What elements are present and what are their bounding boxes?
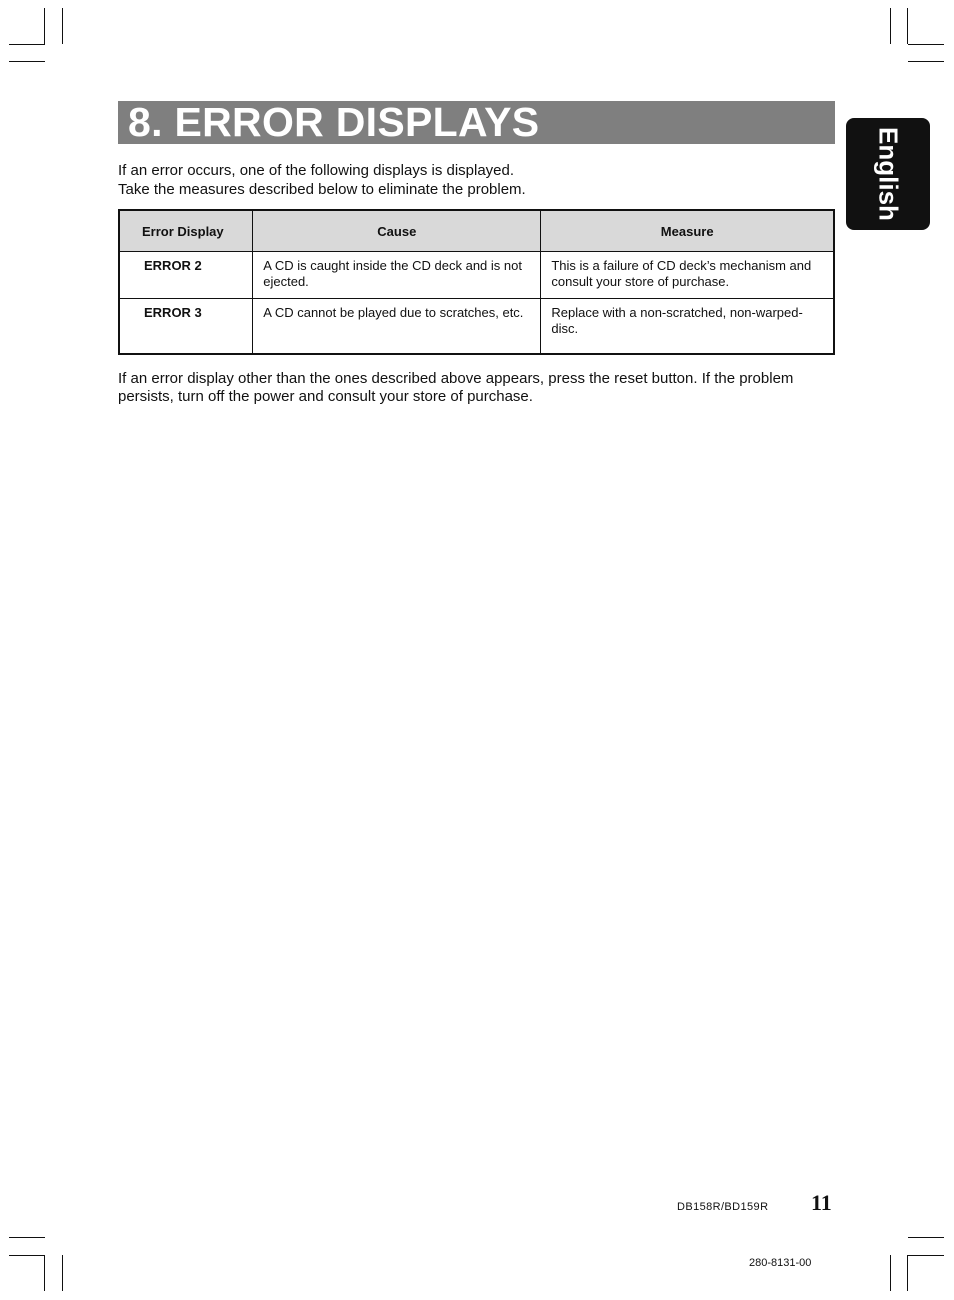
table-header-row	[119, 210, 834, 252]
crop-mark	[907, 1255, 908, 1291]
document-number: 280-8131-00	[749, 1257, 812, 1269]
error-cause: A CD cannot be played due to scratches, etc.	[253, 299, 541, 355]
outro-text: If an error display other than the ones described above appears, press the reset button. If the problem persists, turn off the power and consult your store of purchase.	[118, 370, 794, 405]
table-row	[119, 299, 834, 355]
crop-mark	[44, 1255, 45, 1291]
crop-mark	[9, 61, 45, 62]
table-row	[119, 252, 834, 299]
intro-line: If an error occurs, one of the following displays is displayed.	[118, 162, 515, 179]
crop-mark	[908, 44, 944, 45]
crop-mark	[9, 1237, 45, 1238]
error-cause: A CD is caught inside the CD deck and is not ejected.	[253, 252, 541, 299]
crop-mark	[908, 61, 944, 62]
crop-mark	[907, 8, 908, 44]
section-title-bar	[118, 101, 835, 144]
intro-line: Take the measures described below to eliminate the problem.	[118, 181, 526, 198]
section-title: 8. ERROR DISPLAYS	[128, 99, 540, 145]
error-code: ERROR 3	[119, 299, 253, 355]
crop-mark	[908, 1237, 944, 1238]
header-error-display: Error Display	[119, 210, 253, 252]
crop-mark	[44, 8, 45, 44]
header-cause: Cause	[253, 210, 541, 252]
language-tab	[846, 118, 930, 230]
crop-mark	[908, 1255, 944, 1256]
crop-mark	[62, 1255, 63, 1291]
error-table	[118, 209, 835, 355]
crop-mark	[9, 44, 45, 45]
crop-mark	[9, 1255, 45, 1256]
intro-text	[118, 161, 526, 199]
language-tab-label: English	[873, 127, 904, 221]
page-number: 11	[811, 1190, 832, 1215]
crop-mark	[890, 8, 891, 44]
crop-mark	[890, 1255, 891, 1291]
error-measure: Replace with a non-scratched, non-warped-disc.	[541, 299, 834, 355]
error-code: ERROR 2	[119, 252, 253, 299]
header-measure: Measure	[541, 210, 834, 252]
model-number: DB158R/BD159R	[677, 1201, 769, 1213]
crop-mark	[62, 8, 63, 44]
error-measure: This is a failure of CD deck’s mechanism and consult your store of purchase.	[541, 252, 834, 299]
